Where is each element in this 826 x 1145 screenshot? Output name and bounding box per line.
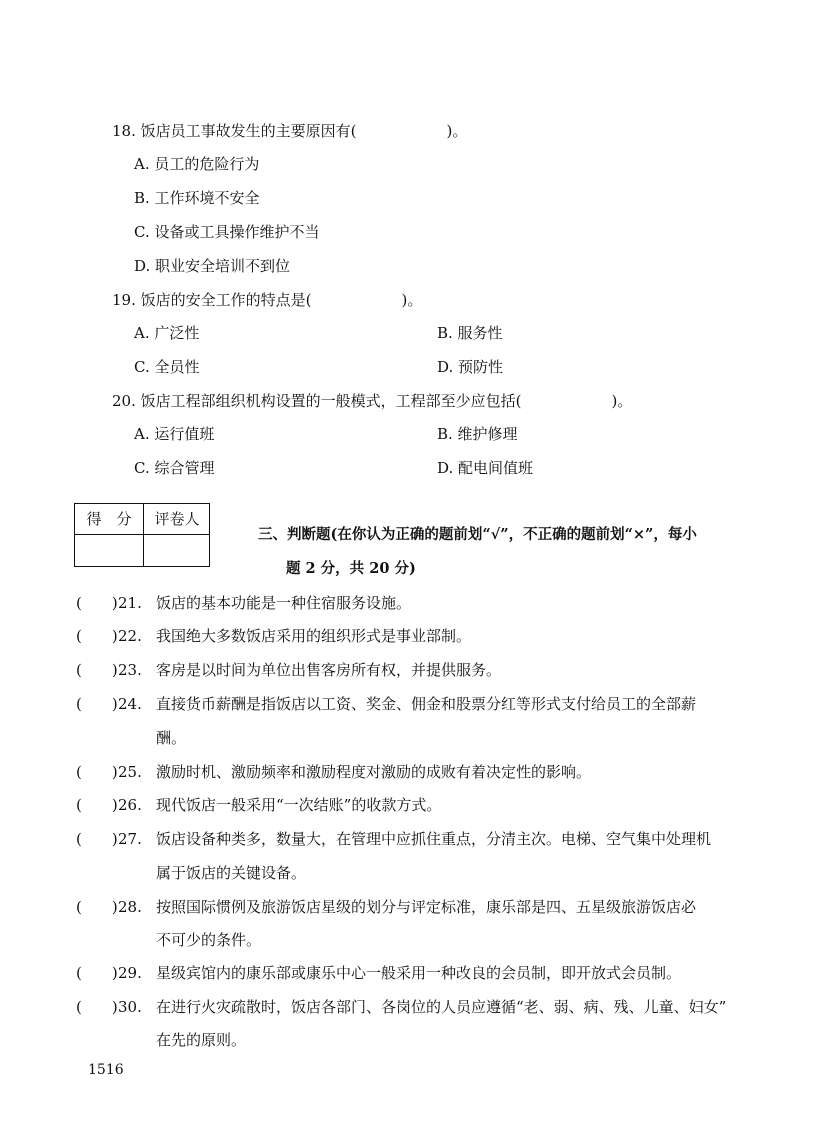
page-number: 1516 bbox=[88, 1062, 124, 1078]
question-19-option-c: C. 全员性 bbox=[134, 358, 200, 376]
section-3-title-line-2: 题 2 分，共 20 分) bbox=[286, 560, 416, 577]
judgment-26-text: 现代饭店一般采用“一次结账”的收款方式。 bbox=[156, 796, 442, 814]
judgment-24-text-line-1: 直接货币薪酬是指饭店以工资、奖金、佣金和股票分红等形式支付给员工的全部薪 bbox=[156, 695, 697, 713]
judgment-28-text-line-1: 按照国际惯例及旅游饭店星级的划分与评定标准，康乐部是四、五星级旅游饭店必 bbox=[156, 898, 697, 916]
judgment-29-text: 星级宾馆内的康乐部或康乐中心一般采用一种改良的会员制，即开放式会员制。 bbox=[156, 964, 682, 982]
grader-label: 评卷人 bbox=[154, 510, 200, 528]
question-18-option-c: C. 设备或工具操作维护不当 bbox=[134, 223, 320, 241]
judgment-26-number: 26. bbox=[118, 796, 142, 814]
answer-blank-24[interactable]: ( ) bbox=[76, 695, 118, 713]
answer-blank-30[interactable]: ( ) bbox=[76, 998, 118, 1016]
judgment-25-number: 25. bbox=[118, 763, 142, 781]
judgment-25-text: 激励时机、激励频率和激励程度对激励的成败有着决定性的影响。 bbox=[156, 763, 592, 781]
question-19-option-b: B. 服务性 bbox=[437, 324, 503, 342]
judgment-28-number: 28. bbox=[118, 898, 142, 916]
judgment-21-text: 饭店的基本功能是一种住宿服务设施。 bbox=[156, 594, 412, 612]
question-19-option-d: D. 预防性 bbox=[437, 358, 504, 376]
question-18-option-d: D. 职业安全培训不到位 bbox=[134, 257, 291, 275]
question-19-option-a: A. 广泛性 bbox=[134, 324, 200, 342]
judgment-27-number: 27. bbox=[118, 830, 142, 848]
question-18-stem: 18. 饭店员工事故发生的主要原因有( )。 bbox=[112, 122, 468, 140]
answer-blank-27[interactable]: ( ) bbox=[76, 830, 118, 848]
score-box-divider-horizontal bbox=[75, 534, 209, 535]
question-20-option-b: B. 维护修理 bbox=[437, 425, 518, 443]
score-box bbox=[74, 503, 210, 567]
answer-blank-21[interactable]: ( ) bbox=[76, 594, 118, 612]
judgment-27-text-line-2: 属于饭店的关键设备。 bbox=[156, 864, 307, 882]
judgment-21-number: 21. bbox=[118, 594, 142, 612]
answer-blank-28[interactable]: ( ) bbox=[76, 898, 118, 916]
question-20-option-d: D. 配电间值班 bbox=[437, 459, 534, 477]
judgment-30-text-line-2: 在先的原则。 bbox=[156, 1031, 247, 1049]
judgment-22-number: 22. bbox=[118, 627, 142, 645]
judgment-24-number: 24. bbox=[118, 695, 142, 713]
answer-blank-26[interactable]: ( ) bbox=[76, 796, 118, 814]
judgment-30-number: 30. bbox=[118, 998, 142, 1016]
judgment-22-text: 我国绝大多数饭店采用的组织形式是事业部制。 bbox=[156, 627, 472, 645]
score-label: 得 分 bbox=[86, 510, 132, 528]
question-20-stem: 20. 饭店工程部组织机构设置的一般模式，工程部至少应包括( )。 bbox=[112, 392, 633, 410]
judgment-30-text-line-1: 在进行火灾疏散时，饭店各部门、各岗位的人员应遵循“老、弱、病、残、儿童、妇女” bbox=[156, 998, 727, 1016]
question-19-stem: 19. 饭店的安全工作的特点是( )。 bbox=[112, 291, 423, 309]
judgment-29-number: 29. bbox=[118, 964, 142, 982]
question-18-option-b: B. 工作环境不安全 bbox=[134, 189, 260, 207]
judgment-27-text-line-1: 饭店设备种类多，数量大，在管理中应抓住重点，分清主次。电梯、空气集中处理机 bbox=[156, 830, 712, 848]
question-20-option-c: C. 综合管理 bbox=[134, 459, 215, 477]
judgment-28-text-line-2: 不可少的条件。 bbox=[156, 931, 262, 949]
answer-blank-25[interactable]: ( ) bbox=[76, 763, 118, 781]
judgment-23-text: 客房是以时间为单位出售客房所有权，并提供服务。 bbox=[156, 661, 502, 679]
judgment-23-number: 23. bbox=[118, 661, 142, 679]
question-18-option-a: A. 员工的危险行为 bbox=[134, 155, 260, 173]
section-3-title-line-1: 三、判断题(在你认为正确的题前划“√”，不正确的题前划“×”，每小 bbox=[258, 526, 697, 543]
answer-blank-22[interactable]: ( ) bbox=[76, 627, 118, 645]
question-20-option-a: A. 运行值班 bbox=[134, 425, 215, 443]
answer-blank-23[interactable]: ( ) bbox=[76, 661, 118, 679]
judgment-24-text-line-2: 酬。 bbox=[156, 729, 187, 747]
answer-blank-29[interactable]: ( ) bbox=[76, 964, 118, 982]
